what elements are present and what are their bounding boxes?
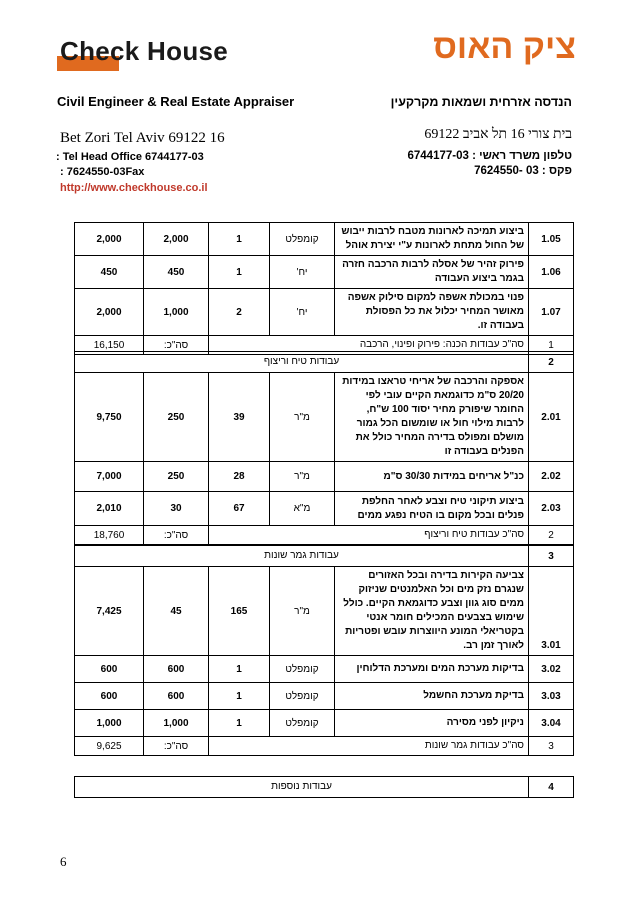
item-price: 600 bbox=[144, 683, 209, 710]
section-number: 2 bbox=[529, 526, 574, 545]
table-row bbox=[75, 656, 574, 683]
item-description: פירוק זהיר של אסלה לרבות הרכבה חזרה בגמר ביצוע העבודה bbox=[335, 256, 529, 289]
item-total: 1,000 bbox=[75, 710, 144, 737]
sum-label: סה"כ: bbox=[144, 526, 209, 545]
item-number: 2.02 bbox=[529, 462, 574, 492]
item-unit: יח' bbox=[270, 256, 335, 289]
section-sum-label: סה"כ עבודות הכנה: פירוק ופינוי, הרכבה bbox=[209, 336, 529, 355]
section-sum-label: סה"כ עבודות גמר שונות bbox=[209, 737, 529, 756]
item-number: 2.03 bbox=[529, 492, 574, 526]
item-number: 3.02 bbox=[529, 656, 574, 683]
section-total: 18,760 bbox=[75, 526, 144, 545]
item-number: 1.06 bbox=[529, 256, 574, 289]
item-number: 1.05 bbox=[529, 223, 574, 256]
section-1-table bbox=[74, 222, 574, 355]
item-unit: יח' bbox=[270, 289, 335, 336]
item-unit: קומפלט bbox=[270, 710, 335, 737]
item-total: 2,010 bbox=[75, 492, 144, 526]
item-total: 7,425 bbox=[75, 567, 144, 656]
item-unit: מ"ר bbox=[270, 462, 335, 492]
section-title: עבודות גמר שונות bbox=[75, 546, 529, 567]
item-description: כנ"ל אריחים במידות 30/30 ס"מ bbox=[335, 462, 529, 492]
section-2-table bbox=[74, 351, 574, 545]
table-row bbox=[75, 256, 574, 289]
table-row bbox=[75, 289, 574, 336]
section-3-table bbox=[74, 545, 574, 756]
sum-label: סה"כ: bbox=[144, 737, 209, 756]
table-row bbox=[75, 462, 574, 492]
item-number: 1.07 bbox=[529, 289, 574, 336]
section-sum-row bbox=[75, 737, 574, 756]
item-description: ביצוע תמיכה לארונות מטבח לרבות ייבוש של החול מתחת לארונות ע"י יצירת אוהל bbox=[335, 223, 529, 256]
item-unit: מ"ר bbox=[270, 373, 335, 462]
item-quantity: 39 bbox=[209, 373, 270, 462]
sum-label: סה"כ: bbox=[144, 336, 209, 355]
logo-english: Check House bbox=[60, 36, 229, 66]
subtitle-english: Civil Engineer & Real Estate Appraiser bbox=[57, 94, 295, 109]
item-quantity: 2 bbox=[209, 289, 270, 336]
item-description: צביעה הקירות בדירה ובכל האזורים שנגרם נזק מים וכל האלמנטים שניזוק ממים סוג גוון וצבע כדוגמאת הקיים. כולל שימוש בצבעים המכילים חומר אנטי בקטריאלי המונע היווצרות עובש ופטריות לאורך זמן רב. bbox=[335, 567, 529, 656]
section-header-row bbox=[75, 352, 574, 373]
section-sum-label: סה"כ עבודות טיח וריצוף bbox=[209, 526, 529, 545]
item-unit: קומפלט bbox=[270, 683, 335, 710]
section-total: 16,150 bbox=[75, 336, 144, 355]
item-unit: מ"ר bbox=[270, 567, 335, 656]
table-row bbox=[75, 567, 574, 656]
item-quantity: 28 bbox=[209, 462, 270, 492]
item-unit: קומפלט bbox=[270, 656, 335, 683]
item-price: 250 bbox=[144, 462, 209, 492]
section-total: 9,625 bbox=[75, 737, 144, 756]
item-quantity: 1 bbox=[209, 710, 270, 737]
item-quantity: 1 bbox=[209, 683, 270, 710]
item-price: 1,000 bbox=[144, 289, 209, 336]
item-quantity: 1 bbox=[209, 223, 270, 256]
section-4-table bbox=[74, 776, 574, 798]
item-number: 3.04 bbox=[529, 710, 574, 737]
item-quantity: 1 bbox=[209, 256, 270, 289]
item-total: 2,000 bbox=[75, 289, 144, 336]
item-price: 450 bbox=[144, 256, 209, 289]
section-header-row bbox=[75, 546, 574, 567]
item-total: 600 bbox=[75, 683, 144, 710]
item-description: ניקיון לפני מסירה bbox=[335, 710, 529, 737]
item-description: אספקה והרכבה של אריחי טראצו במידות 20/20 ס"מ כדוגמאת הקיים עובי לפי החומר שיפורק מחיר יסוד 100 ש"ח, לרבות מילוי חול או שומשום הכל גמור מושלם ומפולס בדירה המחיר כולל את הפנלים בעבודה זו bbox=[335, 373, 529, 462]
item-quantity: 1 bbox=[209, 656, 270, 683]
section-title: עבודות נוספות bbox=[75, 777, 529, 798]
page-number: 6 bbox=[60, 854, 67, 869]
item-number: 2.01 bbox=[529, 373, 574, 462]
table-row bbox=[75, 223, 574, 256]
address-hebrew: בית צורי 16 תל אביב 69122 bbox=[424, 127, 572, 142]
item-price: 600 bbox=[144, 656, 209, 683]
item-description: בדיקת מערכת החשמל bbox=[335, 683, 529, 710]
fax-hebrew: פקס : 03 -7624550 bbox=[474, 165, 572, 177]
item-total: 600 bbox=[75, 656, 144, 683]
item-quantity: 165 bbox=[209, 567, 270, 656]
table-row bbox=[75, 683, 574, 710]
item-unit: מ"א bbox=[270, 492, 335, 526]
phone-hebrew: טלפון משרד ראשי : 6744177-03 bbox=[407, 150, 572, 162]
item-price: 2,000 bbox=[144, 223, 209, 256]
table-row bbox=[75, 710, 574, 737]
section-header-row bbox=[75, 777, 574, 798]
logo-hebrew: ציק האוס bbox=[433, 28, 576, 66]
table-row bbox=[75, 373, 574, 462]
item-total: 7,000 bbox=[75, 462, 144, 492]
fax-english: : 7624550-03Fax bbox=[60, 166, 145, 178]
item-description: ביצוע תיקוני טיח וצבע לאחר החלפת פנלים ובכל מקום בו הטיח נפגע ממים bbox=[335, 492, 529, 526]
item-description: בדיקות מערכת המים ומערכת הדלוחין bbox=[335, 656, 529, 683]
section-sum-row bbox=[75, 526, 574, 545]
item-price: 45 bbox=[144, 567, 209, 656]
address-english: Bet Zori Tel Aviv 69122 16 bbox=[60, 130, 225, 146]
item-total: 2,000 bbox=[75, 223, 144, 256]
section-title: עבודות טיח וריצוף bbox=[75, 352, 529, 373]
item-price: 1,000 bbox=[144, 710, 209, 737]
item-quantity: 67 bbox=[209, 492, 270, 526]
table-row bbox=[75, 492, 574, 526]
item-total: 9,750 bbox=[75, 373, 144, 462]
item-price: 30 bbox=[144, 492, 209, 526]
section-number: 3 bbox=[529, 737, 574, 756]
item-number: 3.03 bbox=[529, 683, 574, 710]
section-number: 3 bbox=[529, 546, 574, 567]
subtitle-hebrew: הנדסה אזרחית ושמאות מקרקעין bbox=[390, 95, 572, 109]
section-number: 4 bbox=[529, 777, 574, 798]
section-number: 2 bbox=[529, 352, 574, 373]
item-price: 250 bbox=[144, 373, 209, 462]
website-link[interactable]: http://www.checkhouse.co.il bbox=[60, 182, 208, 194]
phone-english: : Tel Head Office 6744177-03 bbox=[56, 151, 204, 163]
item-unit: קומפלט bbox=[270, 223, 335, 256]
section-number: 1 bbox=[529, 336, 574, 355]
item-number: 3.01 bbox=[529, 567, 574, 656]
item-total: 450 bbox=[75, 256, 144, 289]
item-description: פנוי במכולת אשפה למקום סילוק אשפה מאושר המחיר יכלול את כל הפסולת בעבודה זו. bbox=[335, 289, 529, 336]
